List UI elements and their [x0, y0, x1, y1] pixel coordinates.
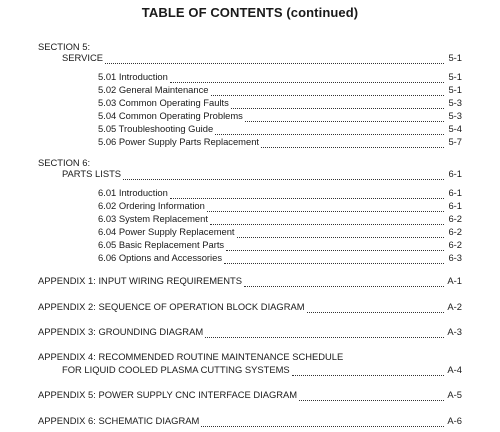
toc-entry-appendix-2[interactable] — [38, 301, 462, 313]
dot-leader — [226, 241, 444, 251]
dot-leader — [205, 328, 444, 338]
toc-entry-parts-lists[interactable] — [62, 168, 462, 180]
dot-leader — [207, 202, 444, 212]
toc-entry-appendix-5[interactable] — [38, 389, 462, 401]
toc-page: A-6 — [447, 415, 462, 426]
toc-label: 6.02 Ordering Information — [98, 200, 205, 211]
dot-leader — [299, 391, 444, 401]
dot-leader — [210, 215, 444, 225]
toc-label: 6.01 Introduction — [98, 187, 168, 198]
toc-entry-appendix-1[interactable] — [38, 275, 462, 287]
dot-leader — [261, 138, 444, 148]
dot-leader — [237, 228, 444, 238]
dot-leader — [292, 366, 444, 376]
toc-label: 6.05 Basic Replacement Parts — [98, 239, 225, 250]
toc-label: 5.06 Power Supply Parts Replacement — [98, 136, 260, 147]
toc-entry-6-06[interactable] — [98, 252, 462, 264]
section-6-heading: SECTION 6: — [38, 157, 91, 168]
dot-leader — [215, 125, 444, 135]
toc-page: 5-3 — [448, 97, 462, 108]
toc-page: A-5 — [447, 389, 462, 400]
toc-label: APPENDIX 5: POWER SUPPLY CNC INTERFACE DIAGRAM — [38, 389, 298, 400]
toc-entry-service[interactable] — [62, 52, 462, 64]
toc-entry-5-06[interactable] — [98, 136, 462, 148]
dot-leader — [170, 73, 444, 83]
toc-entry-6-02[interactable] — [98, 200, 462, 212]
toc-label: 5.02 General Maintenance — [98, 84, 209, 95]
dot-leader — [307, 303, 444, 313]
toc-page: 6-3 — [448, 252, 462, 263]
dot-leader — [245, 112, 444, 122]
toc-label: SERVICE — [62, 52, 103, 63]
toc-page: 5-3 — [448, 110, 462, 121]
toc-label: APPENDIX 1: INPUT WIRING REQUIREMENTS — [38, 275, 243, 286]
toc-entry-6-01[interactable] — [98, 187, 462, 199]
toc-page: 6-2 — [448, 213, 462, 224]
dot-leader — [123, 170, 444, 180]
toc-entry-5-02[interactable] — [98, 84, 462, 96]
dot-leader — [170, 189, 444, 199]
toc-entry-appendix-3[interactable] — [38, 326, 462, 338]
toc-label: APPENDIX 6: SCHEMATIC DIAGRAM — [38, 415, 200, 426]
toc-label: APPENDIX 3: GROUNDING DIAGRAM — [38, 326, 204, 337]
toc-page: 6-1 — [448, 187, 462, 198]
toc-page: 5-1 — [448, 52, 462, 63]
page-title: TABLE OF CONTENTS (continued) — [141, 5, 359, 20]
toc-page: 5-4 — [448, 123, 462, 134]
toc-entry-6-03[interactable] — [98, 213, 462, 225]
toc-entry-5-04[interactable] — [98, 110, 462, 122]
toc-label: 5.03 Common Operating Faults — [98, 97, 229, 108]
toc-label: 6.04 Power Supply Replacement — [98, 226, 235, 237]
toc-label: PARTS LISTS — [62, 168, 122, 179]
toc-entry-5-01[interactable] — [98, 71, 462, 83]
dot-leader — [224, 254, 444, 264]
dot-leader — [211, 86, 445, 96]
toc-entry-appendix-4[interactable] — [62, 364, 462, 376]
toc-page: A-3 — [447, 326, 462, 337]
toc-entry-5-05[interactable] — [98, 123, 462, 135]
toc-label: 5.01 Introduction — [98, 71, 168, 82]
toc-page: 6-2 — [448, 226, 462, 237]
toc-page: 5-1 — [448, 71, 462, 82]
toc-label: 6.06 Options and Accessories — [98, 252, 223, 263]
toc-page: 5-7 — [448, 136, 462, 147]
toc-label: 6.03 System Replacement — [98, 213, 208, 224]
section-5-heading: SECTION 5: — [38, 41, 91, 52]
toc-label: 5.04 Common Operating Problems — [98, 110, 243, 121]
toc-page: A-2 — [447, 301, 462, 312]
dot-leader — [105, 54, 444, 64]
toc-label: FOR LIQUID COOLED PLASMA CUTTING SYSTEMS — [62, 364, 290, 375]
toc-entry-5-03[interactable] — [98, 97, 462, 109]
toc-page: 6-1 — [448, 200, 462, 211]
toc-entry-6-04[interactable] — [98, 226, 462, 238]
toc-entry-appendix-4-line-1[interactable]: APPENDIX 4: RECOMMENDED ROUTINE MAINTENANCE SCHEDULE — [38, 351, 344, 362]
dot-leader — [244, 277, 444, 287]
toc-entry-appendix-6[interactable] — [38, 415, 462, 427]
toc-label: APPENDIX 2: SEQUENCE OF OPERATION BLOCK DIAGRAM — [38, 301, 305, 312]
toc-page: A-4 — [447, 364, 462, 375]
toc-entry-6-05[interactable] — [98, 239, 462, 251]
toc-page: 6-2 — [448, 239, 462, 250]
toc-page: A-1 — [447, 275, 462, 286]
toc-page: 5-1 — [448, 84, 462, 95]
dot-leader — [231, 99, 444, 109]
toc-page: 6-1 — [448, 168, 462, 179]
dot-leader — [201, 417, 444, 427]
toc-label: 5.05 Troubleshooting Guide — [98, 123, 214, 134]
